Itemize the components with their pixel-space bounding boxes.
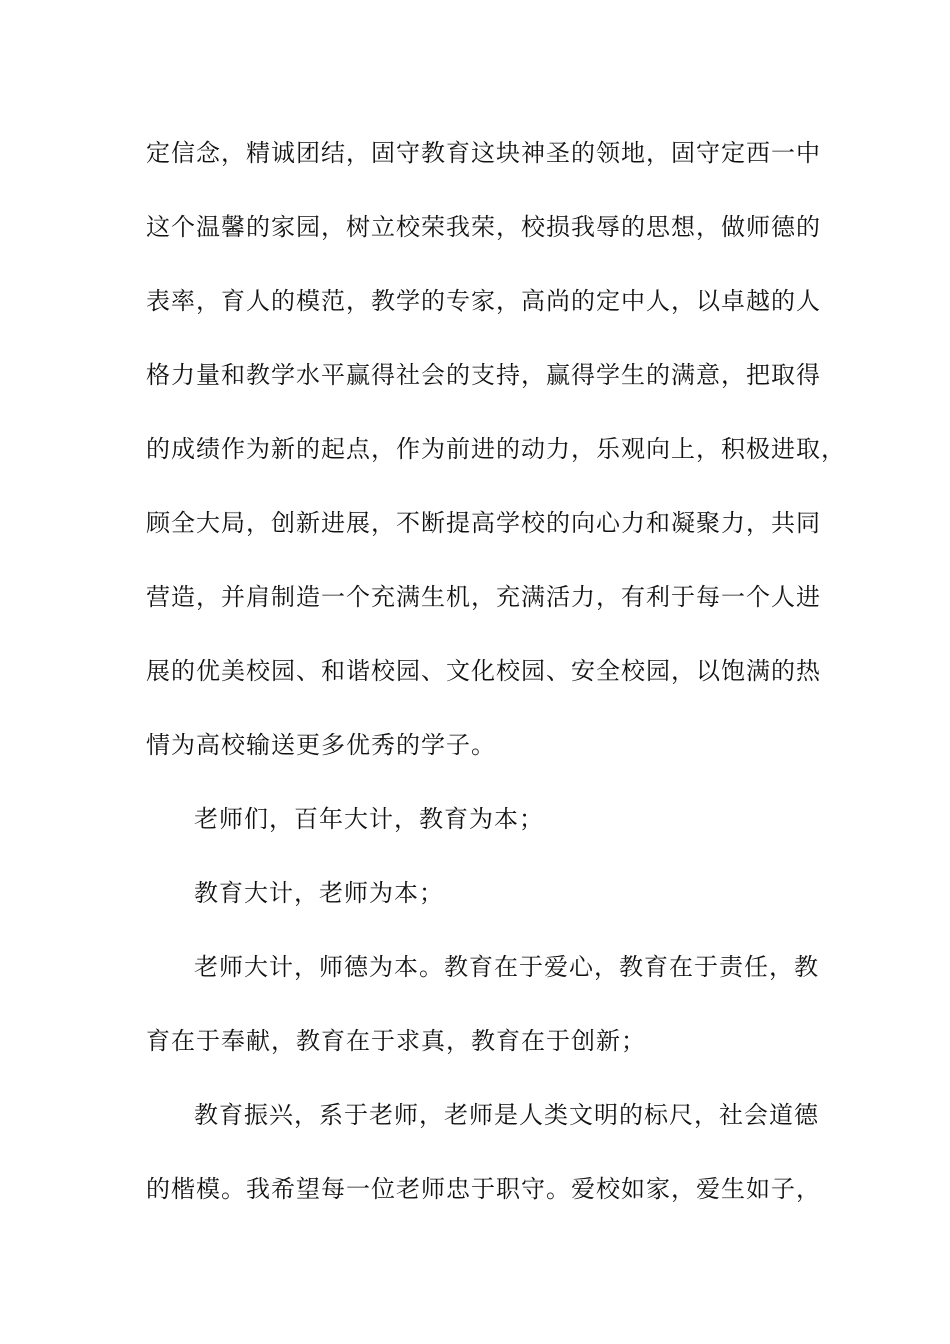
paragraph-line: 老师们，百年大计，教育为本； — [194, 805, 544, 833]
paragraph-line: 教育大计，老师为本； — [194, 879, 444, 907]
text-line: 定信念，精诚团结，固守教育这块神圣的领地，固守定西一中 — [146, 139, 821, 167]
document-body — [146, 126, 846, 1236]
text-line: 情为高校输送更多优秀的学子。 — [146, 731, 496, 759]
text-line: 的楷模。我希望每一位老师忠于职守。爱校如家，爱生如子， — [146, 1175, 821, 1203]
paragraph-line: 老师大计，师德为本。教育在于爱心，教育在于责任，教 — [194, 953, 819, 981]
text-line: 营造，并肩制造一个充满生机，充满活力，有利于每一个人进 — [146, 583, 821, 611]
text-line: 顾全大局，创新进展，不断提高学校的向心力和凝聚力，共同 — [146, 509, 821, 537]
paragraph-line: 教育振兴，系于老师，老师是人类文明的标尺，社会道德 — [194, 1101, 819, 1129]
text-line: 这个温馨的家园，树立校荣我荣，校损我辱的思想，做师德的 — [146, 213, 821, 241]
text-line: 育在于奉献，教育在于求真，教育在于创新； — [146, 1027, 646, 1055]
text-line: 表率，育人的模范，教学的专家，高尚的定中人，以卓越的人 — [146, 287, 821, 315]
text-line: 的成绩作为新的起点，作为前进的动力，乐观向上，积极进取， — [146, 435, 846, 463]
text-line: 展的优美校园、和谐校园、文化校园、安全校园，以饱满的热 — [146, 657, 821, 685]
text-line: 格力量和教学水平赢得社会的支持，赢得学生的满意，把取得 — [146, 361, 821, 389]
